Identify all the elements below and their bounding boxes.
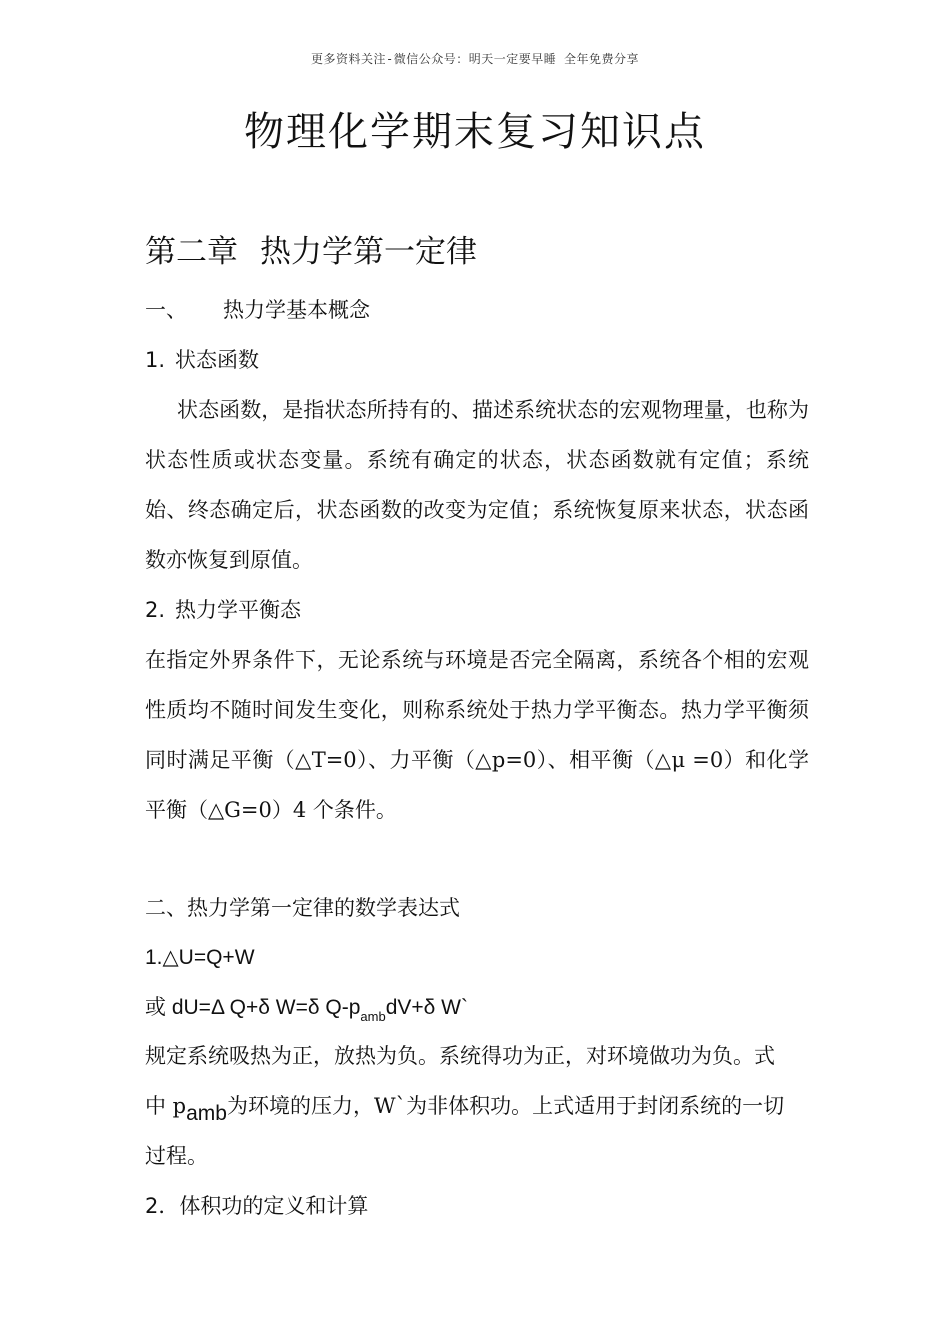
subsection-heading-1	[145, 347, 810, 373]
formula-subscript: amb	[360, 1009, 386, 1024]
subsection-title: 体积功的定义和计算	[179, 1194, 369, 1218]
formula-differential	[145, 995, 810, 1024]
subsection-heading-volume-work	[145, 1193, 810, 1219]
paragraph-sign-convention-line-2	[145, 1093, 810, 1125]
section-number: 一、	[145, 298, 187, 322]
subsection-number: 2.	[145, 598, 166, 622]
chapter-name: 热力学第一定律	[260, 234, 477, 270]
header-note: 更多资料关注-微信公众号：明天一定要早睡 全年免费分享	[311, 52, 639, 66]
subsection-number: 2．	[145, 1194, 180, 1218]
subsection-title: 热力学平衡态	[175, 598, 302, 622]
paragraph-equilibrium: 在指定外界条件下，无论系统与环境是否完全隔离，系统各个相的宏观性质均不随时间发生变化，则称系统处于热力学平衡态。热力学平衡须同时满足平衡（△T=0）、力平衡（△p=0）、相平衡（△μ =0）和化学平衡（△G=0）4 个条件。	[145, 648, 809, 822]
formula-first-law: 1.△U=Q+W	[145, 946, 255, 969]
document-title: 物理化学期末复习知识点	[244, 109, 706, 155]
section-heading-2: 二、热力学第一定律的数学表达式	[145, 896, 460, 920]
subsection-heading-2	[145, 597, 810, 623]
paragraph-sign-convention-line-3: 过程。	[145, 1144, 208, 1168]
line-suffix: 为环境的压力，W`为非体积功。上式适用于封闭系统的一切	[226, 1094, 785, 1118]
paragraph-sign-convention-line-1: 规定系统吸热为正，放热为负。系统得功为正，对环境做功为负。式	[145, 1044, 775, 1068]
line-prefix: 中 p	[145, 1094, 187, 1118]
chapter-label: 第二章	[145, 234, 238, 270]
subsection-title: 状态函数	[175, 348, 260, 372]
paragraph-state-function: 状态函数，是指状态所持有的、描述系统状态的宏观物理量，也称为状态性质或状态变量。系统有确定的状态，状态函数就有定值；系统始、终态确定后，状态函数的改变为定值；系统恢复原来状态，状态函数亦恢复到原值。	[145, 398, 809, 572]
section-heading-1	[145, 297, 810, 323]
subsection-number: 1.	[145, 348, 166, 372]
formula-prefix: 或 dU=Δ Q+δ W=δ Q-p	[145, 996, 361, 1019]
formula-suffix: dV+δ W`	[385, 996, 468, 1019]
line-subscript: amb	[186, 1102, 227, 1125]
chapter-heading	[145, 232, 810, 272]
section-title: 热力学基本概念	[223, 298, 370, 322]
